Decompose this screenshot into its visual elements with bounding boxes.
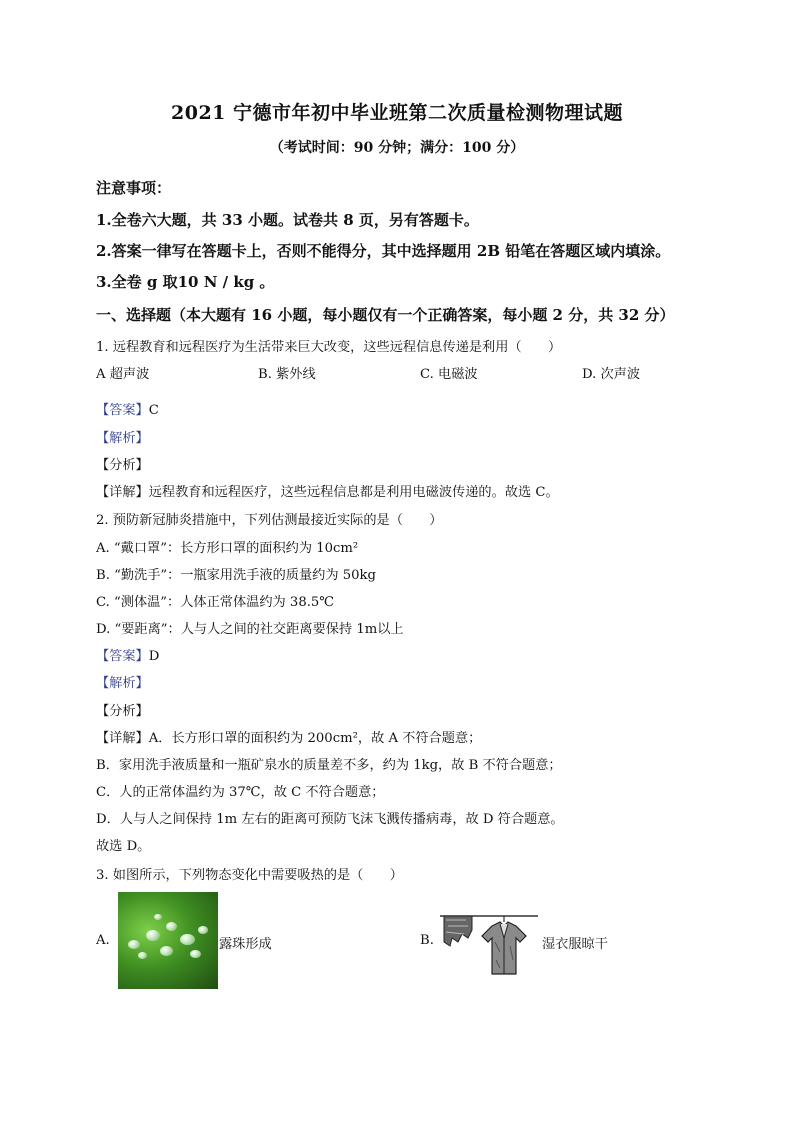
question-stem: 1. 远程教育和远程医疗为生活带来巨大改变，这些远程信息传递是利用（ ） bbox=[96, 340, 562, 355]
option-d: D. 次声波 bbox=[582, 367, 641, 382]
detail-text: 远程教育和远程医疗，这些远程信息都是利用电磁波传递的。故选 C。 bbox=[148, 485, 559, 500]
notice-item: 3.全卷 g 取10 N / kg 。 bbox=[96, 273, 275, 291]
analysis-tag: 【解析】 bbox=[96, 676, 149, 691]
detail-tag: 【详解】 bbox=[96, 485, 149, 500]
notice-item: 1.全卷六大题，共 33 小题。试卷共 8 页，另有答题卡。 bbox=[96, 211, 479, 229]
dew-drop bbox=[146, 930, 160, 941]
notice-heading: 注意事项： bbox=[96, 179, 172, 197]
dew-drop bbox=[128, 940, 140, 949]
detail-text: A．长方形口罩的面积约为 200cm²，故 A 不符合题意； bbox=[148, 731, 482, 746]
option-c: C. “测体温”：人体正常体温约为 38.5℃ bbox=[96, 595, 335, 610]
option-b-text: 湿衣服晾干 bbox=[542, 937, 608, 952]
notice-item: 2.答案一律写在答题卡上，否则不能得分，其中选择题用 2B 铅笔在答题区域内填涂。 bbox=[96, 242, 671, 260]
page-title: 2021 宁德市年初中毕业班第二次质量检测物理试题 bbox=[171, 102, 623, 124]
option-a-text: 露珠形成 bbox=[219, 937, 272, 952]
detail-text: D．人与人之间保持 1m 左右的距离可预防飞沫飞溅传播病毒，故 D 符合题意。 bbox=[96, 812, 564, 827]
answer-value: D bbox=[148, 649, 160, 664]
option-a: A. “戴口罩”：长方形口罩的面积约为 10cm² bbox=[96, 541, 359, 556]
dew-drop bbox=[180, 934, 195, 945]
detail-text: B．家用洗手液质量和一瓶矿泉水的质量差不多，约为 1kg，故 B 不符合题意； bbox=[96, 758, 562, 773]
dew-drop bbox=[198, 926, 208, 934]
detail-tag: 【详解】 bbox=[96, 731, 149, 746]
analysis-tag: 【解析】 bbox=[96, 431, 149, 446]
section-heading: 一、选择题（本大题有 16 小题，每小题仅有一个正确答案，每小题 2 分，共 32 分） bbox=[96, 306, 675, 324]
detail-text: 故选 D。 bbox=[96, 839, 151, 854]
detail-line bbox=[96, 727, 481, 746]
drying-clothes-image bbox=[440, 912, 538, 978]
fenxi-tag: 【分析】 bbox=[96, 704, 149, 719]
question-stem: 3. 如图所示，下列物态变化中需要吸热的是（ ） bbox=[96, 868, 403, 883]
question-stem: 2. 预防新冠肺炎措施中，下列估测最接近实际的是（ ） bbox=[96, 513, 443, 528]
option-b: B. “勤洗手”：一瓶家用洗手液的质量约为 50kg bbox=[96, 568, 376, 583]
dew-drop bbox=[190, 950, 201, 958]
option-b: B. 紫外线 bbox=[258, 367, 316, 382]
fenxi-tag: 【分析】 bbox=[96, 458, 149, 473]
dew-drop bbox=[160, 946, 173, 956]
clothesline-icon bbox=[440, 912, 538, 978]
detail-line bbox=[96, 481, 559, 500]
dew-drop bbox=[138, 952, 147, 959]
answer-tag: 【答案】 bbox=[96, 403, 149, 418]
answer-line bbox=[96, 399, 159, 418]
option-c: C. 电磁波 bbox=[420, 367, 478, 382]
option-a: A 超声波 bbox=[96, 367, 150, 382]
answer-tag: 【答案】 bbox=[96, 649, 149, 664]
detail-text: C．人的正常体温约为 37℃，故 C 不符合题意； bbox=[96, 785, 385, 800]
exam-info: （考试时间：90 分钟；满分：100 分） bbox=[269, 140, 525, 156]
dew-drop bbox=[166, 922, 177, 931]
dew-drop bbox=[154, 914, 162, 920]
answer-line bbox=[96, 645, 159, 664]
option-b-label: B. bbox=[420, 933, 434, 948]
answer-value: C bbox=[148, 403, 159, 418]
option-d: D. “要距离”：人与人之间的社交距离要保持 1m以上 bbox=[96, 622, 404, 637]
option-a-label: A. bbox=[96, 933, 110, 948]
dew-drops-image bbox=[118, 892, 218, 989]
